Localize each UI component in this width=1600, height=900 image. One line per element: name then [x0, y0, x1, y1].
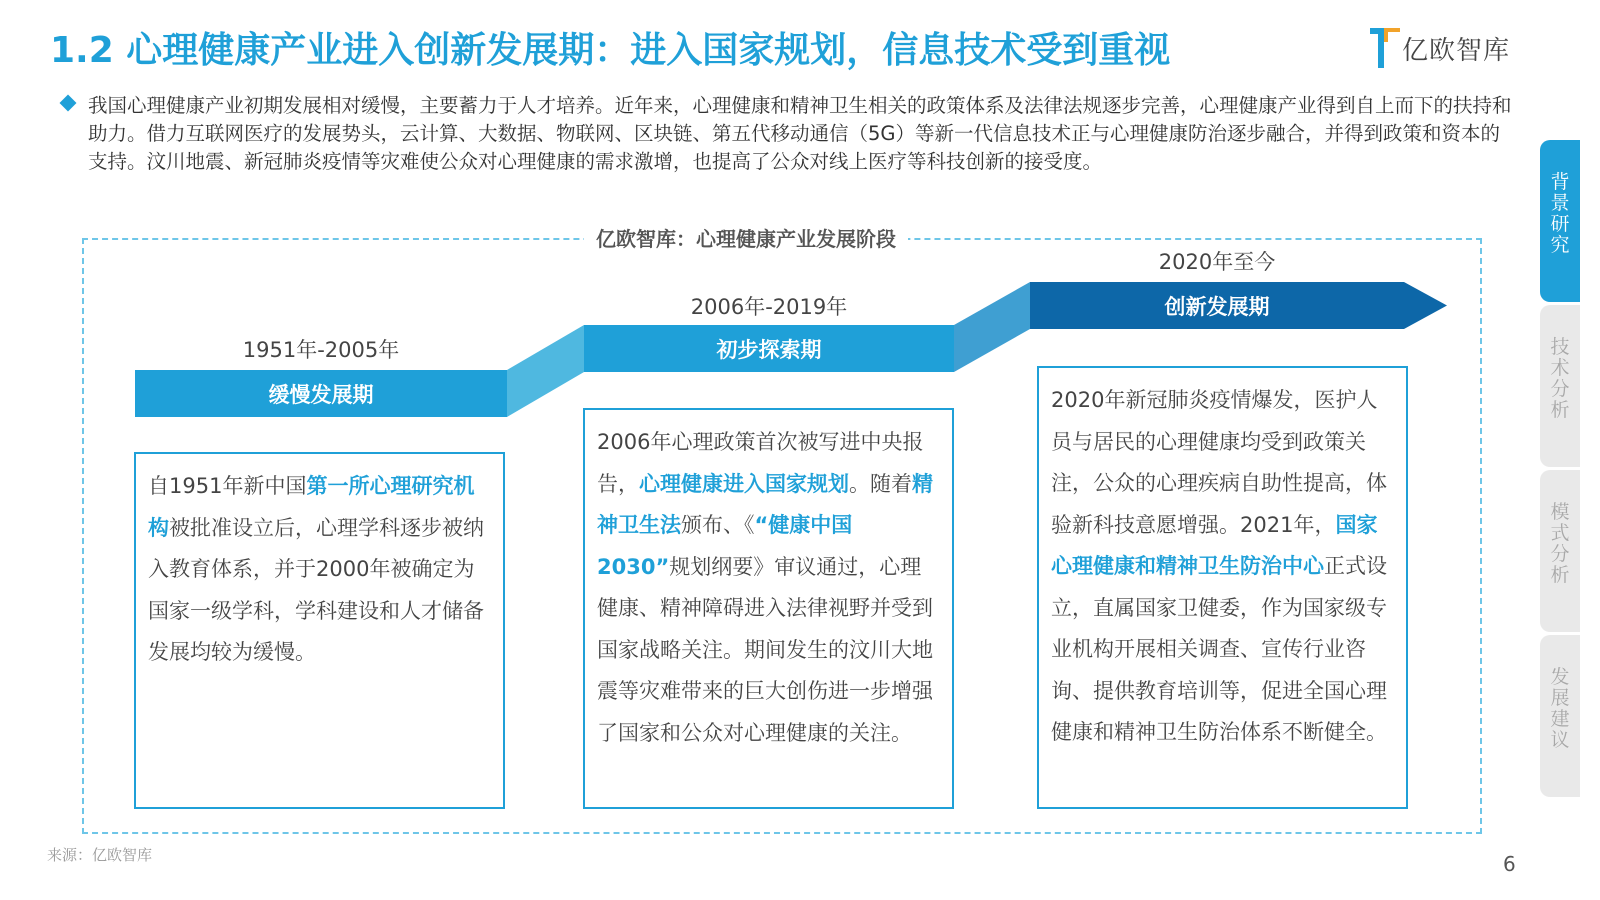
side-tab-background-research[interactable] — [1540, 140, 1580, 302]
stage-card-2 — [583, 408, 954, 809]
stage-name-3: 创新发展期 — [1164, 295, 1270, 319]
side-tab-technology-analysis[interactable] — [1540, 305, 1580, 467]
desc-text: 。随着 — [849, 471, 912, 496]
side-tab-label: 技术分析 — [1550, 336, 1570, 421]
side-tab-development-advice[interactable] — [1540, 635, 1580, 797]
stage-desc-3 — [1051, 380, 1394, 754]
side-tab-label: 模式分析 — [1550, 501, 1570, 586]
logo-text: 亿欧智库 — [1402, 36, 1511, 66]
side-tab-model-analysis[interactable] — [1540, 470, 1580, 632]
side-tab-label: 背景研究 — [1550, 171, 1570, 256]
page-title: 1.2 心理健康产业进入创新发展期：进入国家规划，信息技术受到重视 — [50, 30, 1171, 71]
side-tab-label: 发展建议 — [1550, 666, 1570, 751]
source-note: 来源：亿欧智库 — [47, 846, 153, 864]
stage-desc-2 — [597, 422, 940, 754]
desc-text: 被批准设立后，心理学科逐步被纳入教育体系，并于2000年被确定为国家一级学科，学科建设和人才储备发展均较为缓慢。 — [148, 515, 484, 664]
desc-text: 自1951年新中国 — [148, 474, 307, 498]
stage-years-1: 1951年-2005年 — [242, 338, 400, 362]
stage-card-3 — [1037, 366, 1408, 809]
highlighted-text: 第一所心理研究机构 — [148, 474, 475, 540]
stage-years-2: 2006年-2019年 — [690, 295, 848, 319]
frame-title: 亿欧智库：心理健康产业发展阶段 — [584, 223, 908, 252]
highlighted-text: 精神卫生法 — [597, 471, 933, 537]
stage-name-1: 缓慢发展期 — [268, 383, 374, 407]
desc-text: 颁布、《 — [681, 513, 755, 537]
stage-name-2: 初步探索期 — [716, 338, 822, 362]
highlighted-text: “健康中国2030” — [597, 513, 853, 579]
page-number: 6 — [1503, 852, 1516, 876]
stage-years-3: 2020年至今 — [1158, 250, 1276, 274]
stage-card-1 — [134, 452, 505, 809]
stage-desc-1 — [148, 466, 491, 674]
highlighted-text: 心理健康进入国家规划 — [639, 471, 849, 496]
desc-text: 2006年心理政策首次被写进中央报告， — [597, 430, 924, 496]
desc-text: 规划纲要》审议通过，心理健康、精神障碍进入法律视野并受到国家战略关注。期间发生的汶川大地震等灾难带来的巨大创伤进一步增强了国家和公众对心理健康的关注。 — [597, 554, 933, 745]
desc-text: 正式设立，直属国家卫健委，作为国家级专业机构开展相关调查、宣传行业咨询、提供教育培训等，促进全国心理健康和精神卫生防治体系不断健全。 — [1051, 554, 1387, 744]
highlighted-text: 国家心理健康和精神卫生防治中心 — [1051, 512, 1378, 578]
intro-text: 我国心理健康产业初期发展相对缓慢，主要蓄力于人才培养。近年来，心理健康和精神卫生相关的政策体系及法律法规逐步完善，心理健康产业得到自上而下的扶持和助力。借力互联网医疗的发展势头，云计算、大数据、物联网、区块链、第五代移动通信（5G）等新一代信息技术正与心理健康防治逐步融合，并得到政策和资本的支持。汶川地震、新冠肺炎疫情等灾难使公众对心理健康的需求激增，也提高了公众对线上医疗等科技创新的接受度。 — [88, 94, 1512, 173]
desc-text: 2020年新冠肺炎疫情爆发，医护人员与居民的心理健康均受到政策关注，公众的心理疾病自助性提高，体验新科技意愿增强。2021年， — [1051, 388, 1387, 537]
